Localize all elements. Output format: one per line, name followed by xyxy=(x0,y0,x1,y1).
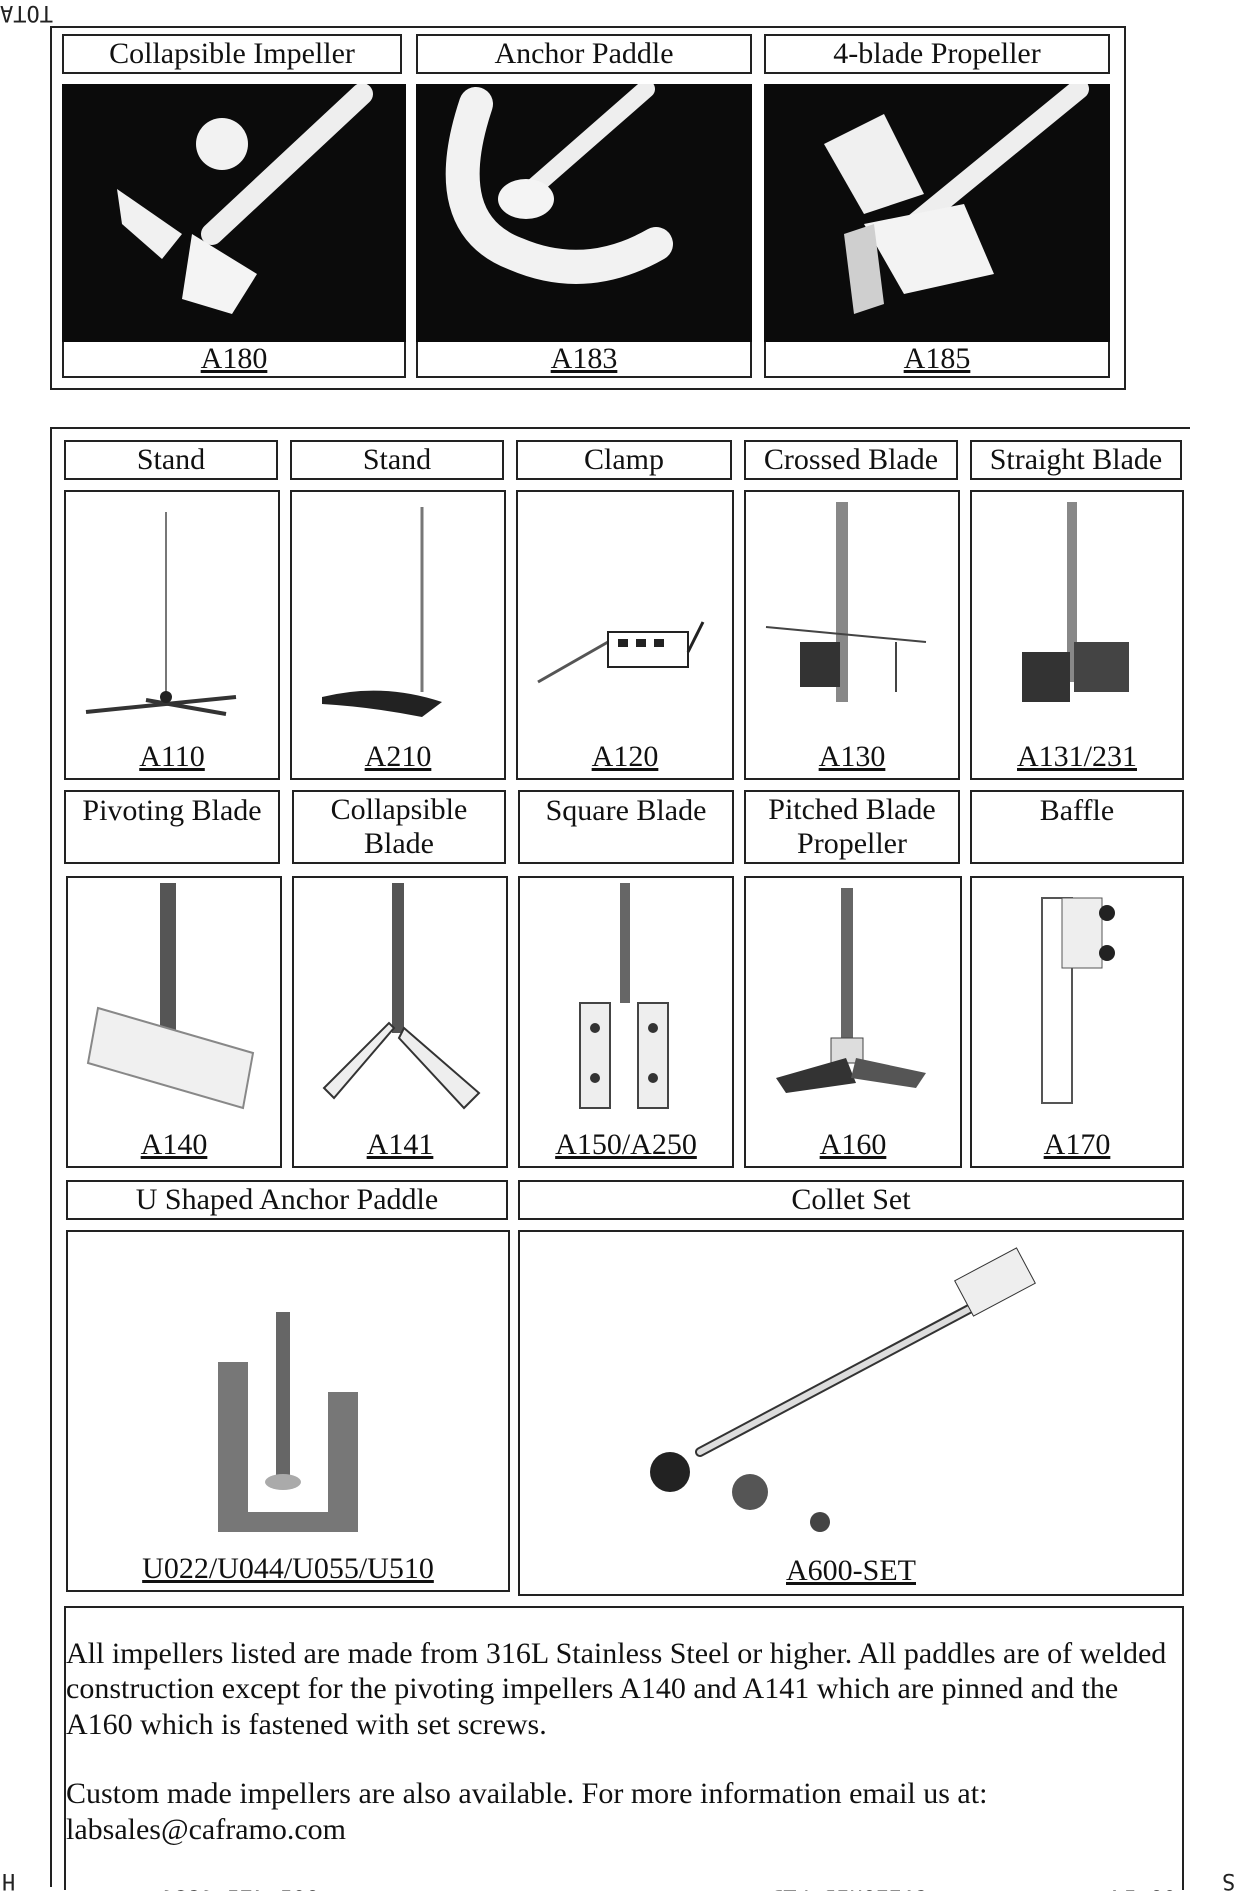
label-crossed-blade: Crossed Blade xyxy=(744,440,958,480)
cell-a210 xyxy=(290,490,506,780)
notes-paragraph-2: Custom made impellers are also available. For more information email us at: xyxy=(66,1777,988,1811)
label-stand-1: Stand xyxy=(64,440,278,480)
contact-email[interactable]: labsales@caframo.com xyxy=(66,1812,347,1846)
square-blade-icon xyxy=(520,878,732,1118)
notes-paragraph-1: All impellers listed are made from 316L Stainless Steel or higher. All paddles are of welded construction except for the pivoting impellers A140 and A141 which are pinned and the A160 which is fastened with set screws. xyxy=(66,1637,1167,1741)
code-a150-a250[interactable]: A150/A250 xyxy=(555,1128,697,1161)
code-a210[interactable]: A210 xyxy=(364,740,432,773)
collet-set-icon xyxy=(520,1232,1182,1542)
cell-a141 xyxy=(292,876,508,1168)
code-a183[interactable]: A183 xyxy=(550,342,618,375)
label-stand-2: Stand xyxy=(290,440,504,480)
four-blade-propeller-icon xyxy=(764,84,1110,342)
code-a180[interactable]: A180 xyxy=(200,342,268,375)
code-a110[interactable]: A110 xyxy=(139,740,205,773)
photo-collapsible-impeller xyxy=(62,84,406,342)
baffle-icon xyxy=(972,878,1182,1118)
photo-anchor-paddle xyxy=(416,84,752,342)
code-a130[interactable]: A130 xyxy=(818,740,886,773)
cell-a170 xyxy=(970,876,1184,1168)
label-collapsible-impeller: Collapsible Impeller xyxy=(62,34,402,74)
label-anchor-paddle: Anchor Paddle xyxy=(416,34,752,74)
code-a170[interactable]: A170 xyxy=(1043,1128,1111,1161)
collapsible-impeller-icon xyxy=(62,84,406,342)
cell-a120 xyxy=(516,490,734,780)
code-a131-231[interactable]: A131/231 xyxy=(1017,740,1137,773)
label-collapsible-blade: Collapsible Blade xyxy=(292,790,506,864)
cell-a110 xyxy=(64,490,280,780)
code-u022-u044-u055-u510[interactable]: U022/U044/U055/U510 xyxy=(142,1552,434,1585)
label-pivoting-blade: Pivoting Blade xyxy=(64,790,280,864)
label-pitched-blade-propeller: Pitched Blade Propeller xyxy=(744,790,960,864)
label-baffle: Baffle xyxy=(970,790,1184,864)
code-a160[interactable]: A160 xyxy=(819,1128,887,1161)
collapsible-blade-icon xyxy=(294,878,506,1118)
cell-u-anchor-paddle xyxy=(66,1230,510,1592)
label-square-blade: Square Blade xyxy=(518,790,734,864)
label-u-shaped-anchor-paddle: U Shaped Anchor Paddle xyxy=(66,1180,508,1220)
lower-panel-left-rule xyxy=(50,427,52,1887)
label-collet-set: Collet Set xyxy=(518,1180,1184,1220)
code-a140[interactable]: A140 xyxy=(140,1128,208,1161)
fax-footer-edge-left: H xyxy=(2,1868,16,1893)
code-a600-set[interactable]: A600-SET xyxy=(786,1554,916,1587)
photo-4-blade-propeller xyxy=(764,84,1110,342)
cell-a600-set xyxy=(518,1230,1184,1596)
clamp-icon xyxy=(518,492,732,732)
cell-a150-a250 xyxy=(518,876,734,1168)
lower-panel-top-rule xyxy=(50,427,1190,429)
straight-blade-icon xyxy=(972,492,1182,732)
label-clamp: Clamp xyxy=(516,440,732,480)
cell-a160 xyxy=(744,876,962,1168)
cell-a131-231 xyxy=(970,490,1184,780)
label-4-blade-propeller: 4-blade Propeller xyxy=(764,34,1110,74)
crossed-blade-icon xyxy=(746,492,958,732)
code-a120[interactable]: A120 xyxy=(591,740,659,773)
stand-icon xyxy=(66,492,278,732)
pivoting-blade-icon xyxy=(68,878,280,1118)
fax-footer-edge-right: S xyxy=(1222,1868,1236,1893)
code-a141[interactable]: A141 xyxy=(366,1128,434,1161)
notes-text xyxy=(66,1636,1176,1847)
code-a185[interactable]: A185 xyxy=(903,342,971,375)
stand-icon xyxy=(292,492,504,732)
anchor-paddle-icon xyxy=(416,84,752,342)
label-straight-blade: Straight Blade xyxy=(970,440,1182,480)
fax-header-top-left: TOTA xyxy=(0,0,53,25)
u-shaped-anchor-paddle-icon xyxy=(68,1232,508,1532)
cell-a140 xyxy=(66,876,282,1168)
pitched-blade-propeller-icon xyxy=(746,878,960,1118)
cell-a130 xyxy=(744,490,960,780)
